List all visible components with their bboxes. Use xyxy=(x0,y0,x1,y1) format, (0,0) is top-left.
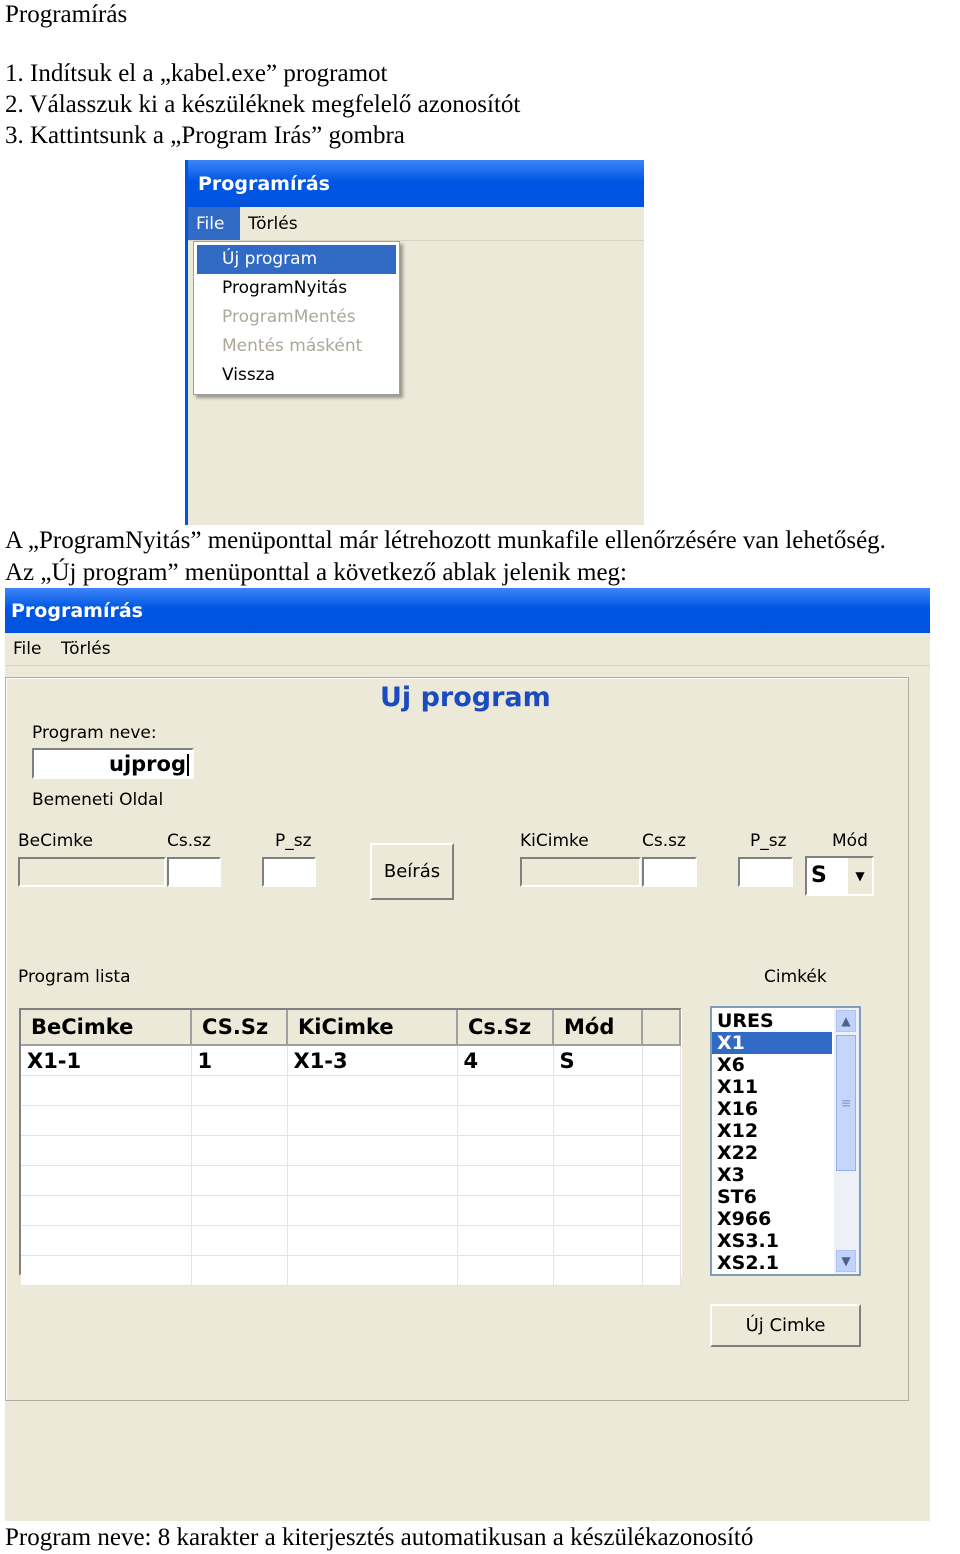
doc-heading: Programírás xyxy=(5,1,128,28)
menu-item-save-as: Mentés másként xyxy=(222,336,363,356)
tag-item[interactable]: X22 xyxy=(717,1142,759,1164)
write-button[interactable]: Beírás xyxy=(370,843,454,900)
scroll-down-icon[interactable]: ▼ xyxy=(836,1250,856,1272)
table-row xyxy=(21,1166,680,1196)
menu-window-title: Programírás xyxy=(188,160,644,207)
table-header-row xyxy=(21,1010,680,1045)
p-sz-label-left: P_sz xyxy=(275,831,312,851)
table-row xyxy=(21,1196,680,1226)
col-cs-sz-2[interactable]: Cs.Sz xyxy=(457,1010,553,1045)
table-row xyxy=(21,1136,680,1166)
table-row xyxy=(21,1226,680,1256)
becimke-label: BeCimke xyxy=(18,831,93,851)
cell-cs-sz-2: 4 xyxy=(457,1045,553,1076)
table-row xyxy=(21,1076,680,1106)
tags-label: Cimkék xyxy=(764,967,827,987)
program-name-input[interactable] xyxy=(32,748,194,779)
cs-sz-input-right[interactable] xyxy=(642,857,697,887)
program-list-table xyxy=(21,1010,681,1286)
cell-becimke: X1-1 xyxy=(21,1045,191,1076)
scroll-thumb[interactable]: ≡ xyxy=(836,1035,856,1171)
program-name-label: Program neve: xyxy=(32,723,157,743)
menu-torles[interactable]: Törlés xyxy=(61,639,111,659)
menu-bar xyxy=(188,207,644,241)
mode-select-value: S xyxy=(811,863,827,888)
tag-item[interactable]: X11 xyxy=(717,1076,759,1098)
file-dropdown xyxy=(193,241,400,395)
menu-item-new-program[interactable]: Új program xyxy=(197,245,396,274)
cell-empty xyxy=(642,1045,680,1076)
scroll-up-icon[interactable]: ▲ xyxy=(836,1010,856,1032)
col-kicimke[interactable]: KiCimke xyxy=(287,1010,457,1045)
menu-torles[interactable]: Törlés xyxy=(248,213,298,234)
text-caret xyxy=(187,754,189,776)
cell-mod: S xyxy=(553,1045,642,1076)
menu-file[interactable]: File xyxy=(13,639,42,659)
table-row xyxy=(21,1106,680,1136)
p-sz-input-left[interactable] xyxy=(262,857,316,887)
step-3: 3. Kattintsunk a „Program Irás” gombra xyxy=(5,122,405,149)
kicimke-input[interactable] xyxy=(520,857,641,887)
menu-window xyxy=(185,160,644,525)
tag-item[interactable]: ST6 xyxy=(717,1186,757,1208)
program-window-title: Programírás xyxy=(5,588,930,633)
tag-item[interactable]: X16 xyxy=(717,1098,759,1120)
new-tag-button[interactable]: Új Cimke xyxy=(710,1304,861,1347)
menu-item-back[interactable]: Vissza xyxy=(222,365,276,385)
tag-item[interactable]: X3 xyxy=(717,1164,745,1186)
input-side-label: Bemeneti Oldal xyxy=(32,790,164,810)
tags-scrollbar[interactable] xyxy=(834,1008,859,1274)
paragraph-2: Az „Új program” menüponttal a következő ablak jelenik meg: xyxy=(5,559,627,586)
tag-item[interactable]: X6 xyxy=(717,1054,745,1076)
tag-item[interactable]: X12 xyxy=(717,1120,759,1142)
col-empty xyxy=(642,1010,680,1045)
tags-list-items xyxy=(712,1010,832,1274)
footer-text: Program neve: 8 karakter a kiterjesztés automatikusan a készülékazonosító xyxy=(5,1524,754,1551)
tag-item[interactable]: XS2.1 xyxy=(717,1252,779,1274)
form-title: Uj program xyxy=(380,682,551,713)
menu-item-save-program: ProgramMentés xyxy=(222,307,356,327)
program-list-label: Program lista xyxy=(18,967,131,987)
col-cs-sz[interactable]: CS.Sz xyxy=(191,1010,287,1045)
cs-sz-label-right: Cs.sz xyxy=(642,831,686,851)
paragraph-1: A „ProgramNyitás” menüponttal már létrehozott munkafile ellenőrzésére van lehetőség. xyxy=(5,527,886,554)
tag-item[interactable]: URES xyxy=(717,1010,774,1032)
program-name-value: ujprog xyxy=(109,752,186,776)
mode-label: Mód xyxy=(832,831,868,851)
cs-sz-label-left: Cs.sz xyxy=(167,831,211,851)
col-becimke[interactable]: BeCimke xyxy=(21,1010,191,1045)
tags-listbox[interactable] xyxy=(710,1006,861,1276)
menu-item-open-program[interactable]: ProgramNyitás xyxy=(222,278,348,298)
p-sz-input-right[interactable] xyxy=(738,857,793,887)
program-window xyxy=(5,588,930,1521)
cell-cs-sz: 1 xyxy=(191,1045,287,1076)
cs-sz-input-left[interactable] xyxy=(167,857,221,887)
tag-item[interactable]: XS3.1 xyxy=(717,1230,779,1252)
p-sz-label-right: P_sz xyxy=(750,831,787,851)
cell-kicimke: X1-3 xyxy=(287,1045,457,1076)
step-1: 1. Indítsuk el a „kabel.exe” programot xyxy=(5,60,388,87)
becimke-input[interactable] xyxy=(18,857,166,887)
chevron-down-icon[interactable]: ▼ xyxy=(847,858,872,894)
table-row xyxy=(21,1256,680,1286)
col-mod[interactable]: Mód xyxy=(553,1010,642,1045)
program-menu-bar xyxy=(5,633,930,666)
mode-select[interactable] xyxy=(805,856,874,896)
step-2: 2. Válasszuk ki a készüléknek megfelelő azonosítót xyxy=(5,91,521,118)
tag-item[interactable]: X966 xyxy=(717,1208,772,1230)
tag-item[interactable]: X1 xyxy=(712,1032,832,1054)
kicimke-label: KiCimke xyxy=(520,831,589,851)
menu-file[interactable]: File xyxy=(188,207,240,240)
program-list-grid[interactable] xyxy=(19,1008,682,1276)
table-row[interactable] xyxy=(21,1045,680,1076)
